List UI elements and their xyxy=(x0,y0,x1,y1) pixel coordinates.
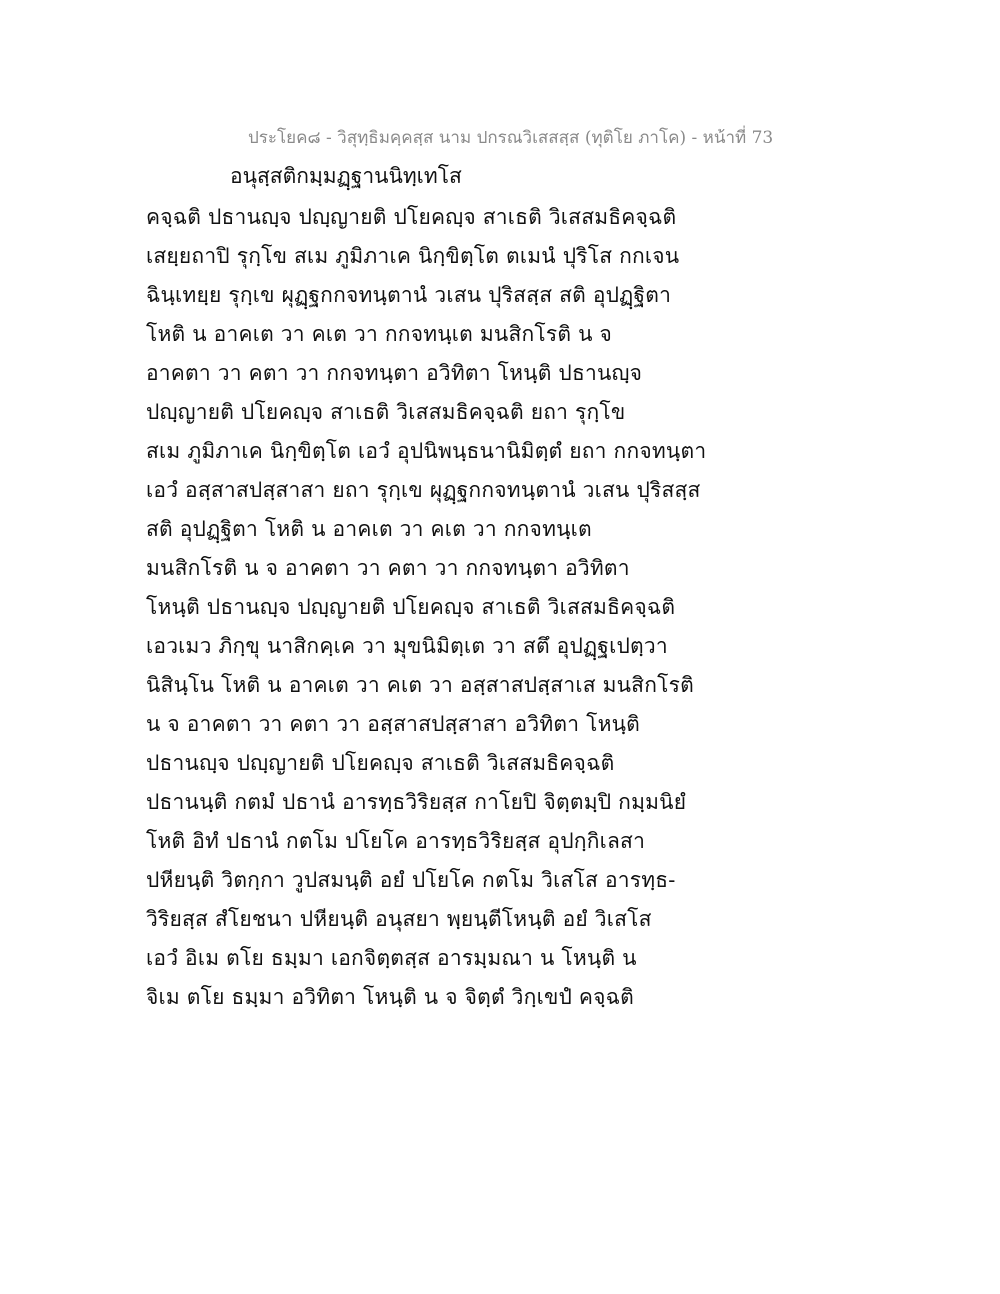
text-line: ปธานนฺติ กตมํ ปธานํ อารทฺธวิริยสฺส กาโยปิ จิตฺตมฺปิ กมฺมนิยํ xyxy=(146,790,687,814)
text-line: เอวํ อิเม ตโย ธมฺมา เอกจิตฺตสฺส อารมฺมณา น โหนฺติ น xyxy=(146,946,637,970)
text-line: น จ อาคตา วา คตา วา อสฺสาสปสฺสาสา อวิทิตา โหนฺติ xyxy=(146,712,641,736)
text-line: สเม ภูมิภาเค นิกฺขิตฺโต เอวํ อุปนิพนฺธนานิมิตฺตํ ยถา กกจทนฺตา xyxy=(146,439,707,463)
text-line: เสยฺยถาปิ รุกฺโข สเม ภูมิภาเค นิกฺขิตฺโต ตเมนํ ปุริโส กกเจน xyxy=(146,244,680,268)
text-line: ปญฺญายติ ปโยคญฺจ สาเธติ วิเสสมธิคจฺฉติ ยถา รุกฺโข xyxy=(146,400,626,424)
text-line: จิเม ตโย ธมฺมา อวิทิตา โหนฺติ น จ จิตฺตํ วิกฺเขปํ คจฺฉติ xyxy=(146,985,635,1009)
body-paragraph xyxy=(146,198,706,1017)
text-line: ฉินฺเทยฺย รุกฺเข ผุฏฺฐกกจทนฺตานํ วเสน ปุริสสฺส สติ อุปฏฺฐิตา xyxy=(146,283,672,307)
text-line: มนสิกโรติ น จ อาคตา วา คตา วา กกจทนฺตา อวิทิตา xyxy=(146,556,630,580)
text-line: ปธานญฺจ ปญฺญายติ ปโยคญฺจ สาเธติ วิเสสมธิคจฺฉติ xyxy=(146,751,615,775)
text-line: อาคตา วา คตา วา กกจทนฺตา อวิทิตา โหนฺติ ปธานญฺจ xyxy=(146,361,643,385)
text-line: คจฺฉติ ปธานญฺจ ปญฺญายติ ปโยคญฺจ สาเธติ วิเสสมธิคจฺฉติ xyxy=(146,205,677,229)
text-line: สติ อุปฏฺฐิตา โหติ น อาคเต วา คเต วา กกจทนฺเต xyxy=(146,517,592,541)
text-line: ปหียนฺติ วิตกฺกา วูปสมนฺติ อยํ ปโยโค กตโม วิเสโส อารทฺธ- xyxy=(146,868,676,892)
section-heading: อนุสฺสติกมฺมฏฺฐานนิทฺเทโส xyxy=(230,164,462,188)
text-line: โหนฺติ ปธานญฺจ ปญฺญายติ ปโยคญฺจ สาเธติ วิเสสมธิคจฺฉติ xyxy=(146,595,676,619)
text-line: นิสินฺโน โหติ น อาคเต วา คเต วา อสฺสาสปสฺสาเส มนสิกโรติ xyxy=(146,673,694,697)
text-line: เอวํ อสฺสาสปสฺสาสา ยถา รุกฺเข ผุฏฺฐกกจทนฺตานํ วเสน ปุริสสฺส xyxy=(146,478,701,502)
text-line: โหติ อิทํ ปธานํ กตโม ปโยโค อารทฺธวิริยสฺส อุปกฺกิเลสา xyxy=(146,829,646,853)
running-title: ประโยค๘ - วิสุทฺธิมคฺคสฺส นาม ปกรณวิเสสสฺส (ทุติโย ภาโค) - หน้าที่ 73 xyxy=(248,128,774,148)
text-line: วิริยสฺส สํโยชนา ปหียนฺติ อนุสยา พฺยนฺตีโหนฺติ อยํ วิเสโส xyxy=(146,907,652,931)
text-line: เอวเมว ภิกฺขุ นาสิกคฺเค วา มุขนิมิตฺเต วา สตึ อุปฏฺฐเปตฺวา xyxy=(146,634,668,658)
text-line: โหติ น อาคเต วา คเต วา กกจทนฺเต มนสิกโรติ น จ xyxy=(146,322,613,346)
